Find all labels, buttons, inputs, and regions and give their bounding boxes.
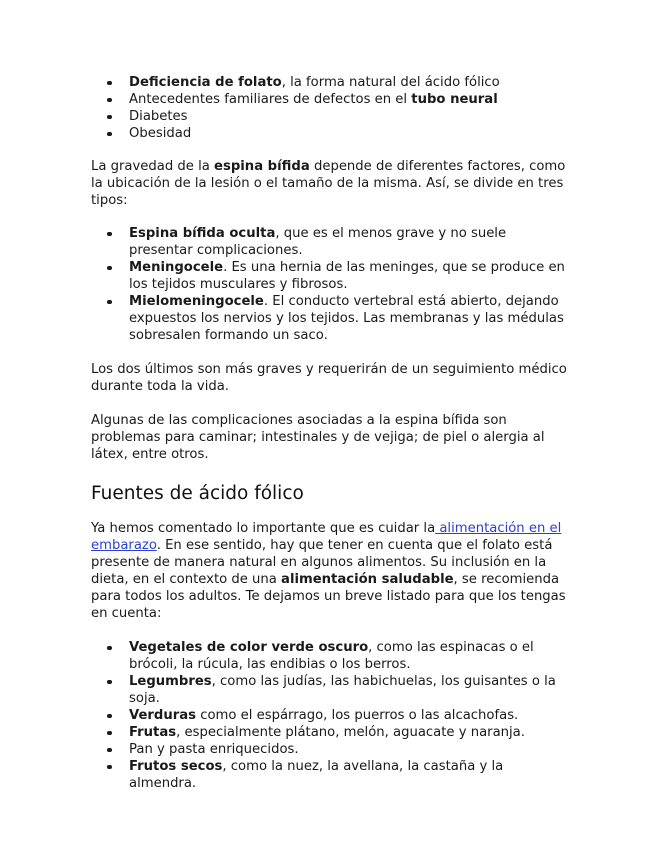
list-item: Pan y pasta enriquecidos. [129, 741, 571, 758]
types-list [91, 225, 571, 344]
bold-term: Verduras [129, 708, 197, 723]
paragraph-fuentes: Ya hemos comentado lo importante que es cuidar la alimentación en el embarazo. En ese sentido, hay que tener en cuenta que el folato está presente de manera natural en algunos alimentos. Su inclusión en la dieta, en el contexto de una alimentación saludable, se recomienda para todos los adultos. Te dejamos un breve listado para que los tengas en cuenta: [91, 521, 566, 621]
paragraph-complicaciones: Algunas de las complicaciones asociadas a la espina bífida son problemas para caminar; intestinales y de vejiga; de piel o alergia al látex, entre otros. [91, 413, 545, 462]
foods-list [91, 639, 571, 792]
bold-term: Frutas [129, 725, 177, 740]
bold-term: espina bífida [214, 159, 310, 174]
list-item: Espina bífida oculta, que es el menos grave y no suele presentar complicaciones. [129, 225, 571, 259]
paragraph-ultimos: Los dos últimos son más graves y requerirán de un seguimiento médico durante toda la vida. [91, 362, 567, 394]
bold-term: Mielomeningocele [129, 294, 264, 309]
embarazo-link[interactable]: alimentación en el embarazo [91, 521, 562, 553]
bold-term: Frutos secos [129, 759, 223, 774]
bold-term: tubo neural [411, 92, 498, 107]
list-item: Frutos secos, como la nuez, la avellana, la castaña y la almendra. [129, 758, 571, 792]
list-item: Verduras como el espárrago, los puerros o las alcachofas. [129, 707, 571, 724]
article-body [91, 74, 571, 792]
risk-factors-list [91, 74, 571, 142]
bold-term: Vegetales de color verde oscuro [129, 640, 369, 655]
bold-term: Deficiencia de folato [129, 75, 282, 90]
section-heading: Fuentes de ácido fólico [91, 483, 304, 504]
list-item: Mielomeningocele. El conducto vertebral está abierto, dejando expuestos los nervios y los tejidos. Las membranas y las médulas sobresalen formando un saco. [129, 293, 571, 344]
list-item: Diabetes [129, 108, 571, 125]
list-item: Obesidad [129, 125, 571, 142]
list-item: Meningocele. Es una hernia de las meninges, que se produce en los tejidos musculares y fibrosos. [129, 259, 571, 293]
list-item: Deficiencia de folato, la forma natural del ácido fólico [129, 74, 571, 91]
list-item: Antecedentes familiares de defectos en el tubo neural [129, 91, 571, 108]
bold-term: Espina bífida oculta [129, 226, 276, 241]
bold-term: Meningocele [129, 260, 224, 275]
list-item: Legumbres, como las judías, las habichuelas, los guisantes o la soja. [129, 673, 571, 707]
list-item: Vegetales de color verde oscuro, como las espinacas o el brócoli, la rúcula, las endibias o los berros. [129, 639, 571, 673]
bold-term: Legumbres [129, 674, 212, 689]
bold-term: alimentación saludable [281, 572, 454, 587]
list-item: Frutas, especialmente plátano, melón, aguacate y naranja. [129, 724, 571, 741]
paragraph-gravedad: La gravedad de la espina bífida depende de diferentes factores, como la ubicación de la lesión o el tamaño de la misma. Así, se divide en tres tipos: [91, 159, 566, 208]
